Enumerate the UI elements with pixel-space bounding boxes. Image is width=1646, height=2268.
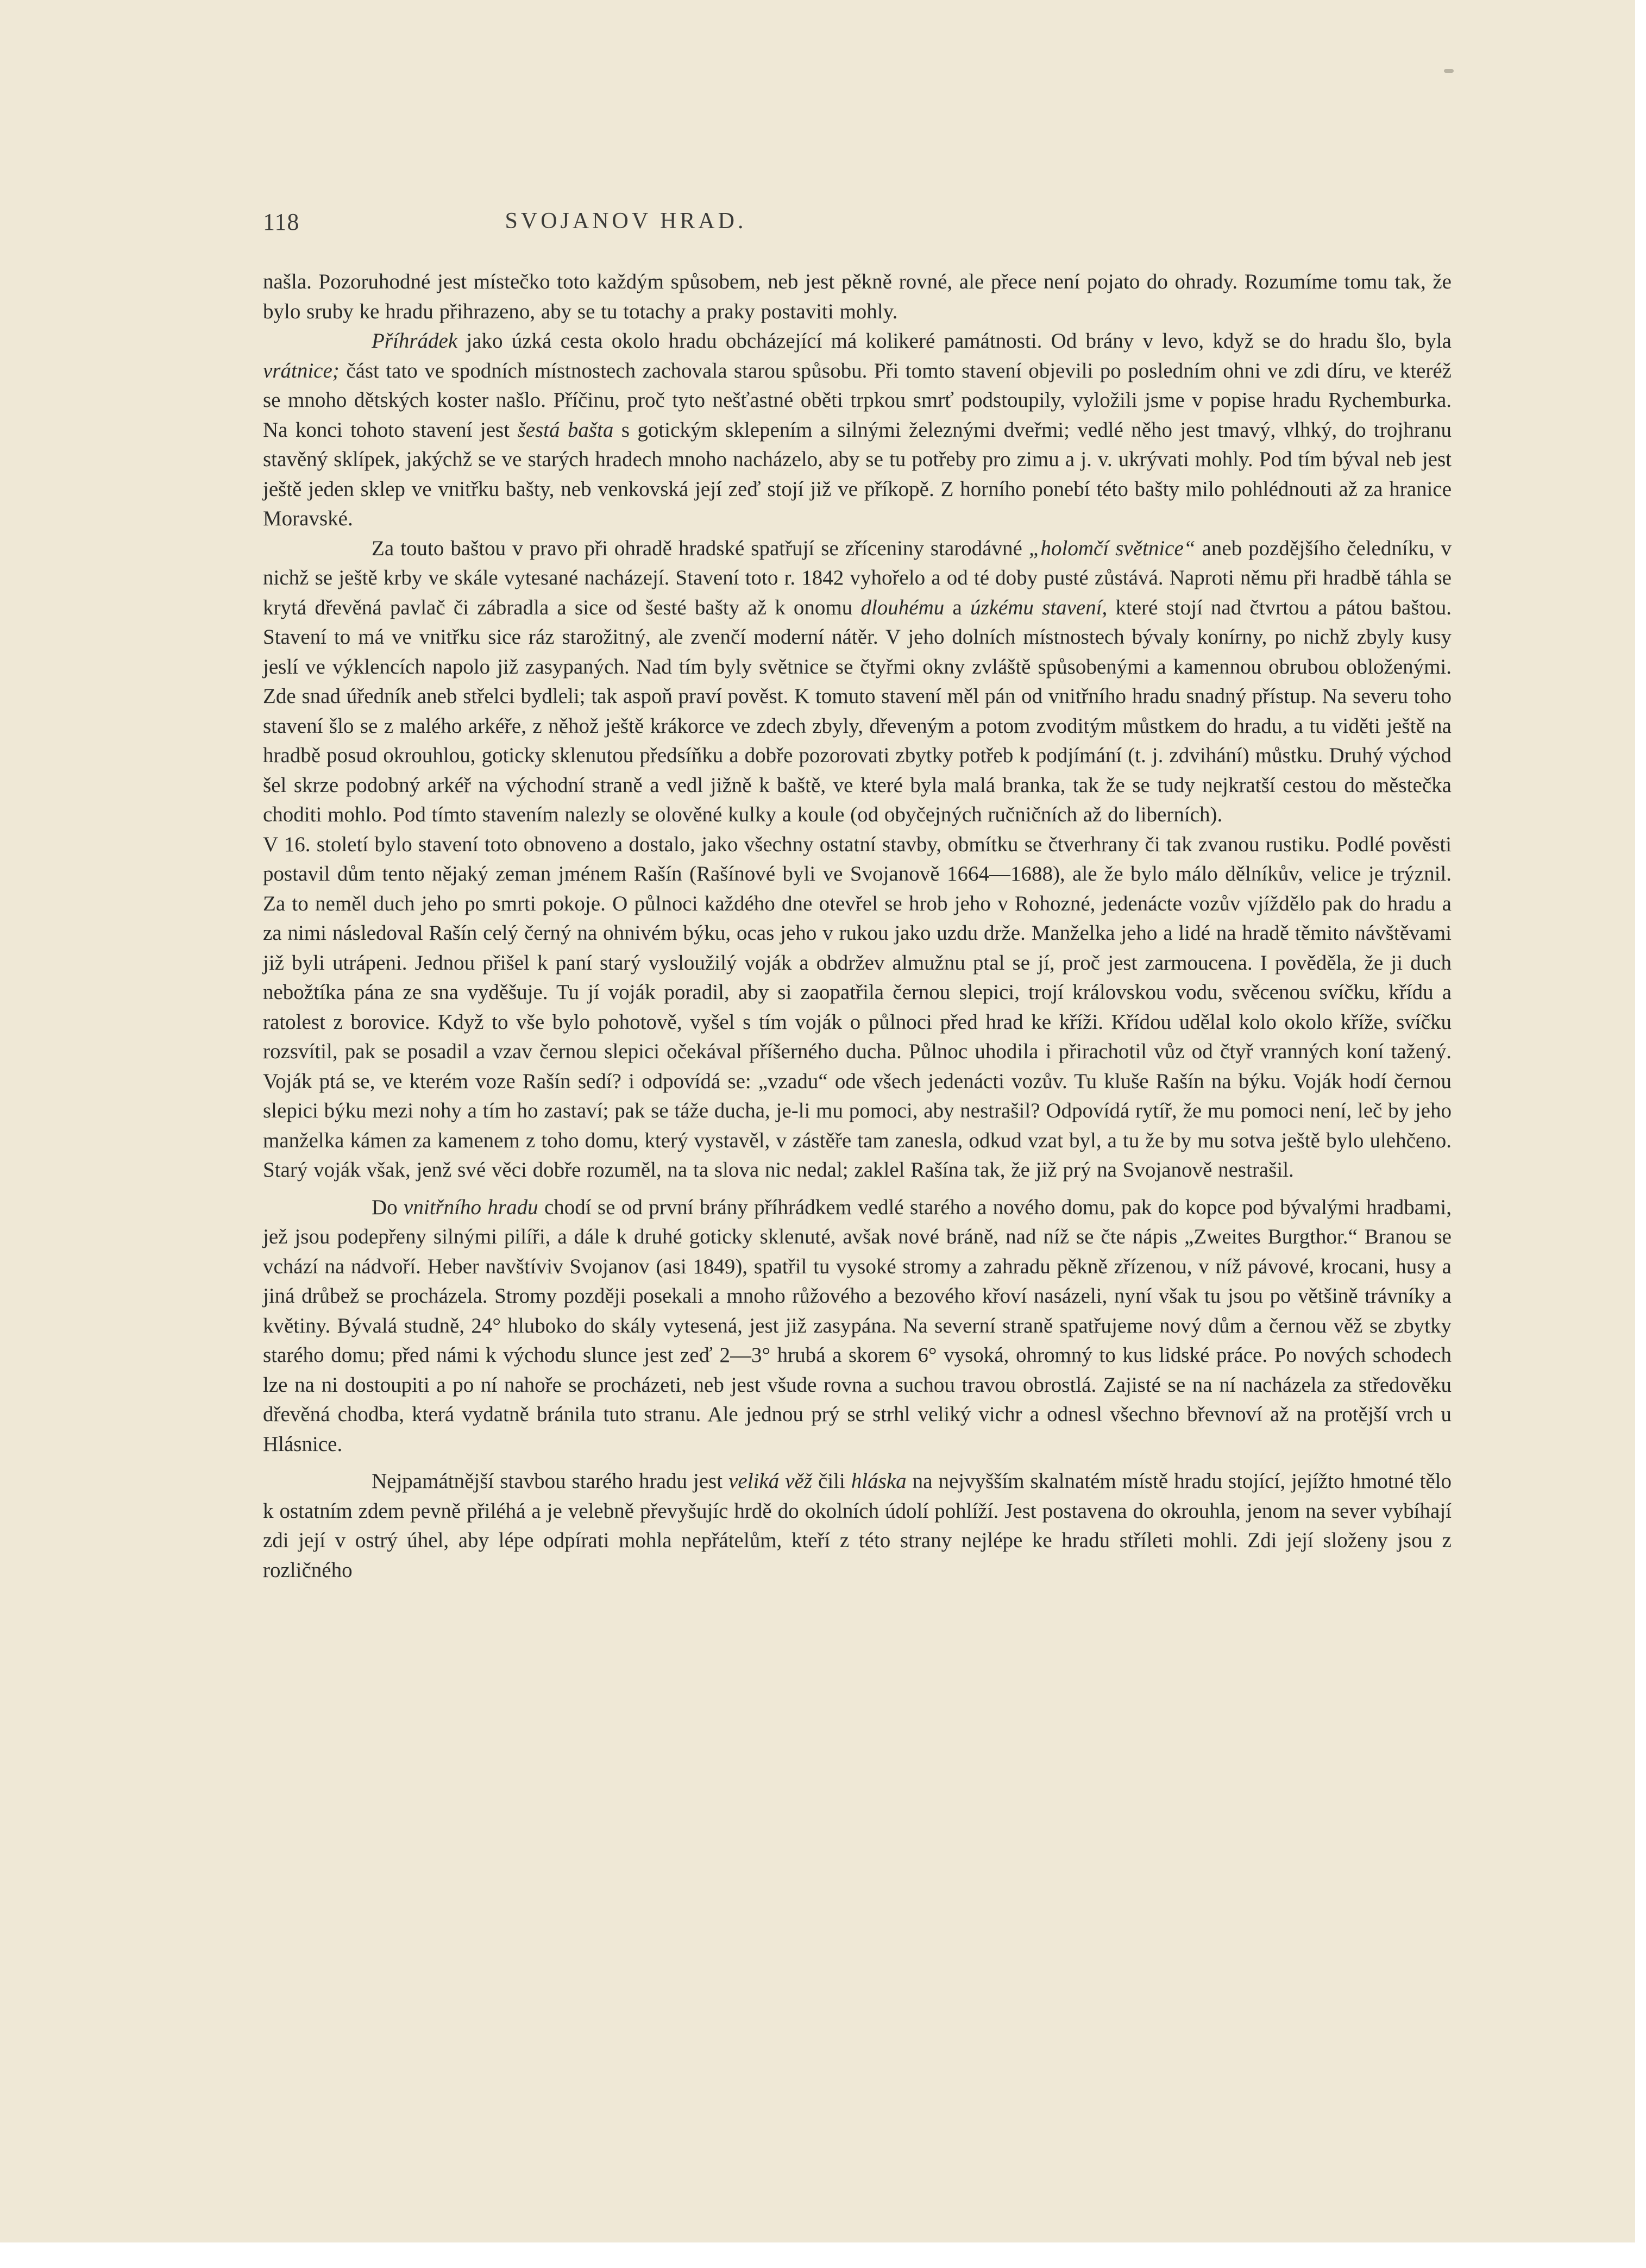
page-header bbox=[263, 208, 989, 241]
text-run: čili bbox=[812, 1469, 851, 1493]
page-edge bbox=[1635, 0, 1646, 2268]
text-run: aneb pozdějšího čeledníku, v nichž se ještě krby ve skále vytesané nacházejí. Stavení toto r. 1842 vyhořelo a od té doby pusté zůstává. Naproti němu při hradbě táhla se krytá dřevěná pavlač či zábradla a sice od šesté bašty až k onomu bbox=[263, 536, 1452, 619]
running-title: SVOJANOV HRAD. bbox=[505, 209, 747, 234]
body-text bbox=[263, 267, 1452, 1585]
text-run: Za touto baštou v pravo při ohradě hradské spatřují se zříceniny starodávné bbox=[372, 536, 1029, 560]
text-run: na nejvyšším skalnatém místě hradu stojící, jejížto hmotné tělo k ostatním zdem pevně přiléhá a je velebně převyšujíc hrdě do okolních údolí pohlíží. Jest postavena do okrouhla, jenom na sever vybíhají zdi její v ostrý úhel, aby lépe odpírati mohla nepřátelům, kteří z této strany nejlépe ke hradu stříleti mohli. Zdi její složeny jsou z rozličného bbox=[263, 1469, 1452, 1582]
italic-term: Příhrádek bbox=[372, 329, 458, 353]
page-edge bbox=[0, 2242, 1646, 2268]
paragraph bbox=[263, 326, 1452, 534]
text-run: V 16. století bylo stavení toto obnoveno a dostalo, jako všechny ostatní stavby, obmítku se čtverhrany či tak zvanou rustiku. Podlé pověsti postavil dům tento nějaký zeman jménem Rašín (Rašínové byli ve Svojanově 1664—1688), ale že bylo málo dělníkův, velice je trýznil. Za to neměl duch jeho po smrti pokoje. O půlnoci každého dne otevřel se hrob jeho v Rohozné, jedenácte vozův vjíždělo pak do hradu a za nimi následoval Rašín celý černý na ohnivém býku, ocas jeho v rukou jako uzdu drže. Manželka jeho a lidé na hradě těmito návštěvami již byli utrápeni. Jednou přišel k paní starý vysloužilý voják a obdržev almužnu ptal se jí, proč jest zarmoucena. I pověděla, že ji duch nebožtíka pána ze sna vyděšuje. Tu jí voják poradil, aby si zaopatřila černou slepici, trojí královskou vodu, svěcenou svíčku, křídu a ratolest z borovice. Když to vše bylo pohotově, vyšel s tím voják o půlnoci před hrad ke kříži. Křídou udělal kolo okolo kříže, svíčku rozsvítil, pak se posadil a vzav černou slepici očekával příšerného ducha. Půlnoc uhodila i přirachotil vůz od čtyř vranných koní tažený. Voják ptá se, ve kterém voze Rašín sedí? i odpovídá se: „vzadu“ ode všech jedenácti vozův. Tu kluše Rašín na býku. Voják hodí černou slepici býku mezi nohy a tím ho zastaví; pak se táže ducha, je-li mu pomoci, aby nestrašil? Odpovídá rytíř, že mu pomoci není, leč by jeho manželka kámen za kamenem z toho domu, který vystavěl, v zástěře tam zanesla, odkud vzat byl, a tu že by mu sotva ještě bylo ulehčeno. Starý voják však, jenž své věci dobře rozuměl, na ta slova nic nedal; zaklel Rašína tak, že již prý na Svojanově nestrašil. bbox=[263, 832, 1452, 1182]
italic-term: vrátnice; bbox=[263, 359, 340, 382]
text-run: Do bbox=[372, 1195, 404, 1219]
text-run: které stojí nad čtvrtou a pátou baštou. Stavení to má ve vnitřku sice ráz starožitný, ale zvenčí moderní nátěr. V jeho dolních místnostech bývaly konírny, po nichž zbyly kusy jeslí ve výklencích napolo již zasypaných. Nad tím byly světnice se čtyřmi okny zvláště spůsobenými a kamennou obrubou obloženými. Zde snad úředník aneb střelci bydleli; tak aspoň praví pověst. K tomuto stavení měl pán od vnitřního hradu snadný přístup. Na severu toho stavení šlo se z malého arkéře, z něhož ještě krákorce ve zdech zbyly, dřeveným a potom zvoditým můstkem do hradu, a tu viděti ještě na hradbě posud okrouhlou, goticky sklenutou předsíňku a dobře pozorovati zbytky potřeb k podjímání (t. j. zdvihání) můstku. Druhý východ šel skrze podobný arkéř na východní straně a vedl jižně k baště, ve které byla malá branka, tak že se tudy nejkratší cestou do městečka choditi mohlo. Pod tímto stavením nalezly se olověné kulky a koule (od obyčejných ručničních až do liberních). bbox=[263, 595, 1452, 826]
paragraph bbox=[263, 534, 1452, 830]
italic-term: dlouhému bbox=[860, 595, 945, 619]
italic-term: šestá bašta bbox=[517, 418, 614, 442]
text-run: jako úzká cesta okolo hradu obcházející má kolikeré památnosti. Od brány v levo, když se do hradu šlo, byla bbox=[457, 329, 1452, 353]
paragraph bbox=[263, 1467, 1452, 1585]
italic-term: vnitřního hradu bbox=[404, 1195, 538, 1219]
ink-smudge bbox=[1444, 69, 1454, 73]
text-run: našla. Pozoruhodné jest místečko toto každým spůsobem, neb jest pěkně rovné, ale přece není pojato do ohrady. Rozumíme tomu tak, že bylo sruby ke hradu přihrazeno, aby se tu totachy a praky postaviti mohly. bbox=[263, 270, 1452, 323]
page-number: 118 bbox=[263, 209, 300, 235]
text-run: chodí se od první brány příhrádkem vedlé starého a nového domu, pak do kopce pod bývalými hradbami, jež jsou podepřeny silnými pilíři, a dále k druhé goticky sklenuté, avšak nové bráně, nad níž se čte nápis „Zweites Burgthor.“ Branou se vchází na nádvoří. Heber navštíviv Svojanov (asi 1849), spatřil tu vysoké stromy a zahradu pěkně zřízenou, v níž pávové, krocani, husy a jiná drůbež se procházela. Stromy později posekali a mnoho růžového a bezového křoví nasázeli, nyní však tu jsou po většině trávníky a květiny. Bývalá studně, 24° hluboko do skály vytesená, jest již zasypána. Na severní straně spatřujeme nový dům a černou věž se zbytky starého domu; před námi k východu slunce jest zeď 2—3° hrubá a skorem 6° vysoká, ohromný to kus lidské práce. Po nových schodech lze na ni dostoupiti a po ní nahoře se procházeti, neb jest všude rovna a suchou travou obrostlá. Zajisté se na ní nacházela za středověku dřevěná chodba, která vydatně bránila tuto stranu. Ale jednou prý se strhl veliký vichr a odnesl všechno břevnoví až na protější vrch u Hlásnice. bbox=[263, 1195, 1452, 1456]
italic-term: veliká věž bbox=[728, 1469, 813, 1493]
italic-term: hláska bbox=[851, 1469, 907, 1493]
text-run: část tato ve spodních místnostech zachovala starou spůsobu. Při tomto stavení objevili po posledním ohni ve zdi díru, ve kteréž se mnoho dětských koster našlo. Příčinu, proč tyto nešťastné oběti trpkou smrť podstoupily, vyložili jsme v popise hradu Rychemburka. Na konci tohoto stavení jest bbox=[263, 359, 1452, 442]
paragraph bbox=[263, 267, 1452, 326]
text-run: Nejpamátnější stavbou starého hradu jest bbox=[372, 1469, 729, 1493]
paragraph bbox=[263, 830, 1452, 1185]
text-run: s gotickým sklepením a silnými železnými dveřmi; vedlé něho jest tmavý, vlhký, do trojhranu stavěný sklípek, jakýchž se ve starých hradech mnoho nacházelo, aby se tu potřeby pro zimu a j. v. ukrývati mohly. Pod tím býval neb jest ještě jeden sklep ve vnitřku bašty, neb venkovská její zeď stojí již ve příkopě. Z horního ponebí této bašty milo pohlédnouti až za hranice Moravské. bbox=[263, 418, 1452, 530]
text-run: a bbox=[944, 595, 970, 619]
italic-term: „holomčí světnice“ bbox=[1028, 536, 1196, 560]
italic-term: úzkému stavení, bbox=[970, 595, 1108, 619]
paragraph bbox=[263, 1193, 1452, 1460]
